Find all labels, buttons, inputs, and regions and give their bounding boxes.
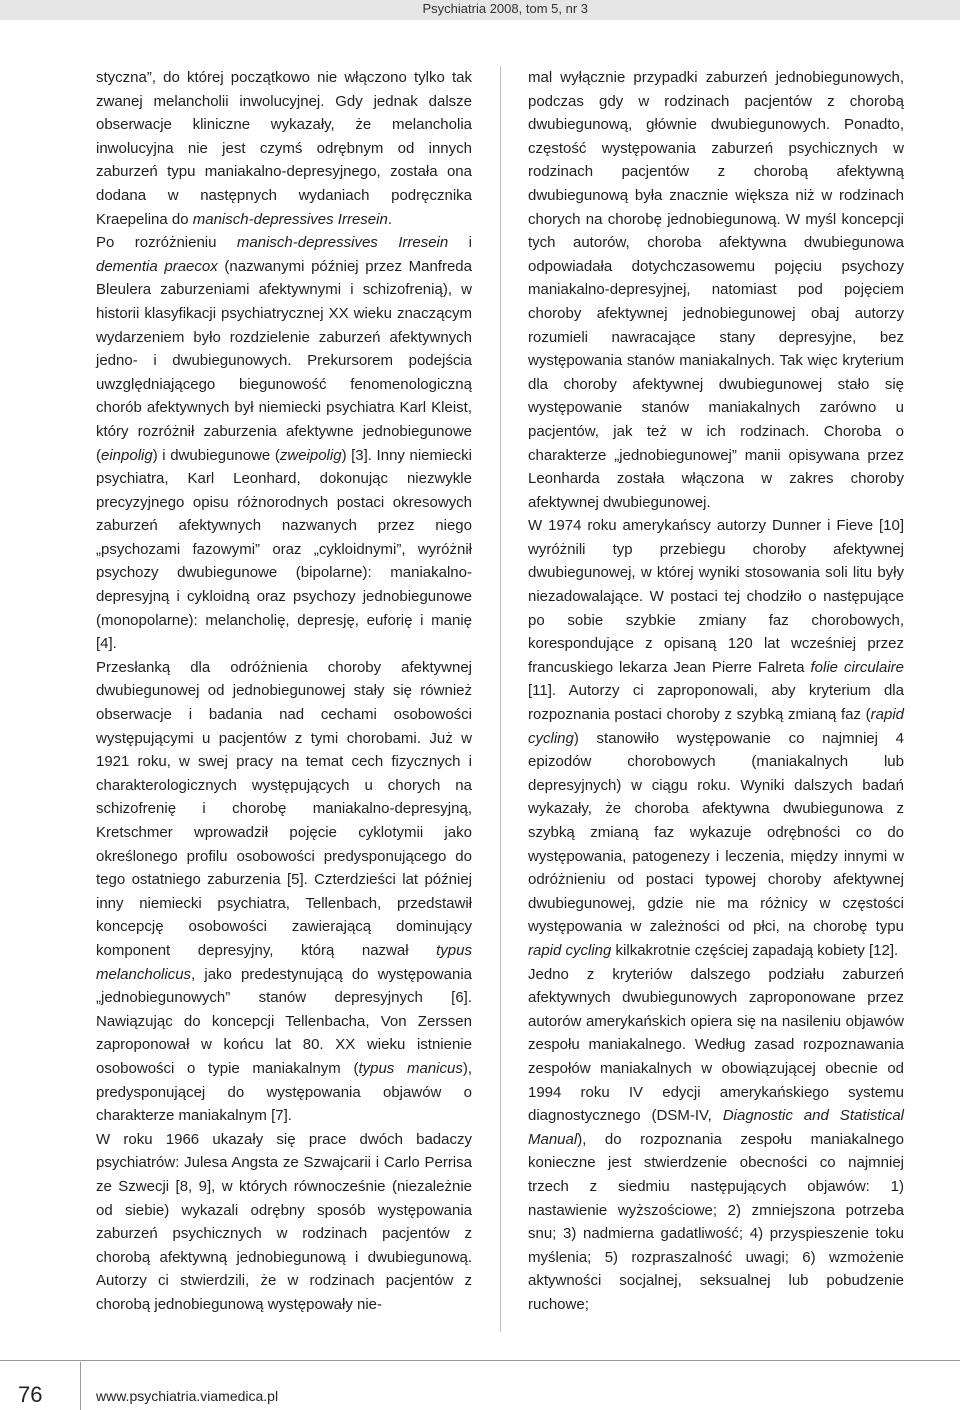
left-column [96, 66, 472, 1316]
text-run: [11]. Autorzy ci zaproponowali, aby kryterium dla rozpoznania postaci choroby z szybką zmianą faz ( [528, 682, 904, 724]
footer-separator [80, 1362, 81, 1410]
text-run: i [448, 234, 472, 252]
italic-term: zweipolig [279, 446, 342, 464]
website-link[interactable]: www.psychiatria.viamedica.pl [96, 1388, 279, 1404]
italic-term: rapid cycling [528, 941, 612, 959]
paragraph-left-1 [96, 66, 472, 231]
text-run: styczna”, do której początkowo nie włączono tylko tak zwanej melancholii inwolucyjnej. Gdy jednak dalsze obserwacje kliniczne wykazały, że melancholia inwolucyjna nie jest czymś odrębnym od innych zaburzeń typu maniakalno-depresyjnego, została ona dodana w następnych wydaniach podręcznika Kraepelina do [96, 69, 472, 228]
italic-term: typus melancholicus [96, 941, 472, 983]
text-run: kilkakrotnie częściej zapadają kobiety [12]. [611, 941, 899, 959]
paragraph-left-3 [96, 656, 472, 1128]
text-run: , jako predestynującą do występowania „jednobiegunowych” stanów depresyjnych [6]. Nawiązując do koncepcji Tellenbacha, Von Zerssen zaproponował w końcu lat 80. XX wieku istnienie osobowości o typie maniakalnym ( [96, 965, 472, 1077]
text-run: Jedno z kryteriów dalszego podziału zaburzeń afektywnych dwubiegunowych zaproponowane przez autorów amerykańskich opiera się na nasileniu objawów zespołu maniakalnego. Według zasad rozpoznawania zespołów maniakalnych w obowiązującej obecnie od 1994 roku IV edycji amerykańskiego systemu diagnostycznego (DSM-IV, [528, 965, 904, 1125]
running-header [0, 0, 960, 20]
right-column [528, 66, 904, 1316]
column-divider [500, 66, 501, 1332]
text-run: ) stanowiło występowanie co najmniej 4 epizodów chorobowych (maniakalnych lub depresyjnych) w ciągu roku. Wyniki dalszych badań wykazały, że choroba afektywna dwubiegunowa z szybką zmianą faz wykazuje odrębności co do występowania, patogenezy i leczenia, między innymi w odróżnieniu od postaci typowej choroby afektywnej dwubiegunowej, gdzie nie ma różnicy w częstości występowania w zależności od płci, na chorobę typu [528, 729, 904, 936]
footer-rule [0, 1360, 960, 1361]
italic-term: folie circulaire [810, 658, 905, 676]
paragraph-right-1 [528, 66, 904, 514]
italic-term: Diagnostic and Statistical Manual [528, 1107, 904, 1148]
text-run: W roku 1966 ukazały się prace dwóch badaczy psychiatrów: Julesa Angsta ze Szwajcarii i Carlo Perrisa ze Szwecji [8, 9], w których równocześnie (niezależnie od siebie) wykazali odrębny sposób występowania zaburzeń psychicznych w rodzinach pacjentów z chorobą afektywną jednobiegunową i dwubiegunową. Autorzy ci stwierdzili, że w rodzinach pacjentów z chorobą jednobiegunową występowały nie- [96, 1130, 472, 1313]
text-run: mal wyłącznie przypadki zaburzeń jednobiegunowych, podczas gdy w rodzinach pacjentów z chorobą dwubiegunową, głównie dwubiegunowych. Ponadto, częstość występowania zaburzeń psychicznych w rodzinach pacjentów z chorobą afektywną dwubiegunową była znacznie większa niż w rodzinach chorych na chorobę jednobiegunową. W myśl koncepcji tych autorów, choroba afektywna dwubiegunowa odpowiadała dotychczasowemu pojęciu psychozy maniakalno-depresyjnej, natomiast pod pojęciem choroby afektywnej jednobiegunowej obaj autorzy rozumieli nawracające stany depresyjne, bez występowania stanów maniakalnych. Tak więc kryterium dla choroby afektywnej dwubiegunowej stało się występowanie stanów maniakalnych zarówno u pacjentów, jak też w ich rodzinach. Choroba o charakterze „jednobiegunowej” manii opisywana przez Leonharda została włączona w zakres choroby afektywnej dwubiegunowej. [528, 69, 904, 511]
text-run: ), predysponującej do występowania objawów o charakterze maniakalnym [7]. [96, 1059, 473, 1125]
paragraph-left-2 [96, 231, 472, 656]
text-run: ) i dwubiegunowe ( [152, 446, 280, 464]
journal-title: Psychiatria 2008, tom 5, nr 3 [422, 1, 588, 16]
italic-term: typus manicus [358, 1059, 463, 1077]
paragraph-right-2 [528, 514, 904, 962]
text-run: . [387, 210, 392, 228]
text-run: ), do rozpoznania zespołu maniakalnego konieczne jest stwierdzenie obecności co najmniej trzech z siedmiu następujących objawów: 1) nastawienie wyższościowe; 2) zmniejszona potrzeba snu; 3) nadmierna gadatliwość; 4) przyspieszenie toku myślenia; 5) rozpraszalność uwagi; 6) wzmożenie aktywności socjalnej, seksualnej lub pobudzenie ruchowe; [528, 1130, 904, 1313]
paragraph-left-4 [96, 1128, 472, 1317]
italic-term: rapid cycling [528, 706, 904, 747]
page-number: 76 [18, 1382, 43, 1407]
text-run: ) [3]. Inny niemiecki psychiatra, Karl Leonhard, dokonując niezwykle precyzyjnego opisu różnorodnych postaci okresowych zaburzeń afektywnych nazwanych przez niego „psychozami fazowymi” oraz „cykloidnymi”, wyróżnił psychozy dwubiegunowe (bipolarne): maniakalno-depresyjną i cykloidną oraz psychozy jednobiegunowe (monopolarne): melancholię, depresję, euforię i manię [4]. [96, 446, 473, 653]
italic-term: manisch-depressives Irresein [192, 210, 388, 228]
italic-term: dementia praecox [96, 257, 218, 275]
text-run: W 1974 roku amerykańscy autorzy Dunner i Fieve [10] wyróżnili typ przebiegu choroby afektywnej dwubiegunowej, w której wyniki stosowania soli litu były niezadowalające. W postaci tej chodziło o następujące po sobie szybkie zmiany faz chorobowych, korespondujące z opisaną 120 lat wcześniej przez francuskiego lekarza Jean Pierre Falreta [528, 517, 904, 676]
italic-term: manisch-depressives Irresein [236, 234, 449, 252]
paragraph-right-3 [528, 963, 904, 1317]
text-run: (nazwanymi później przez Manfreda Bleulera zaburzeniami afektywnymi i schizofrenią), w historii klasyfikacji psychiatrycznej XX wieku znaczącym wydarzeniem było rozdzielenie zaburzeń afektywnych jedno- i dwubiegunowych. Prekursorem podejścia uwzględniającego biegunowość fenomenologiczną chorób afektywnych był niemiecki psychiatra Karl Kleist, który rozróżnił zaburzenia afektywne jednobiegunowe ( [96, 257, 472, 464]
italic-term: einpolig [101, 446, 153, 464]
text-run: Po rozróżnieniu [96, 234, 237, 252]
text-run: Przesłanką dla odróżnienia choroby afektywnej dwubiegunowej od jednobiegunowej stały się również obserwacje i badania nad cechami osobowości występującymi u pacjentów z tymi chorobami. Już w 1921 roku, w swej pracy na temat cech fizycznych i charakterologicznych występujących u chorych na schizofrenię i chorobę maniakalno-depresyjną, Kretschmer wprowadził pojęcie cyklotymii jako określonego profilu osobowości predysponującego do tego ostatniego zaburzenia [5]. Czterdzieści lat później inny niemiecki psychiatra, Tellenbach, przedstawił koncepcję osobowości zawierającą dominujący komponent depresyjny, którą nazwał [96, 658, 472, 959]
